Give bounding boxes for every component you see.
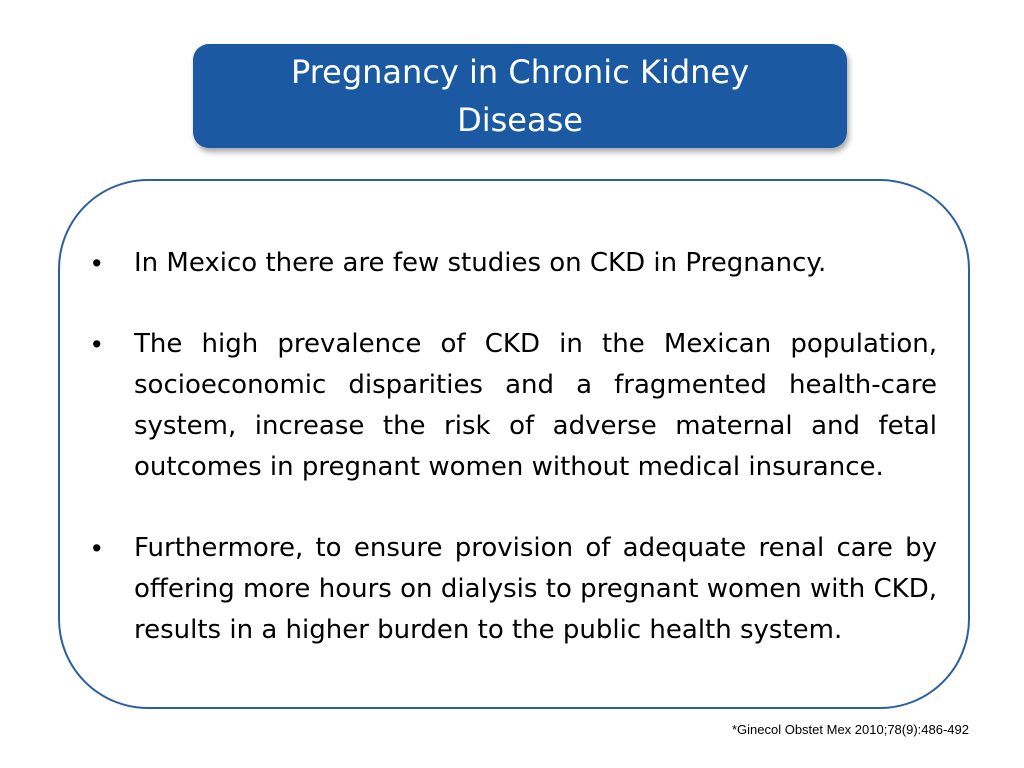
- bullet-text: In Mexico there are few studies on CKD in Pregnancy.: [134, 248, 827, 278]
- content-panel: [58, 179, 970, 709]
- bullet-text: The high prevalence of CKD in the Mexican population, socioeconomic disparities and a fragmented health-care system, increase the risk of adverse maternal and fetal outcomes in pregnant women without medical insurance.: [134, 329, 937, 482]
- bullet-dot-icon: •: [92, 248, 102, 278]
- bullet-item: [92, 243, 937, 284]
- bullet-list: [92, 243, 937, 651]
- bullet-dot-icon: •: [92, 533, 102, 563]
- slide-title: Pregnancy in Chronic Kidney Disease: [290, 53, 750, 139]
- title-banner: [193, 44, 847, 148]
- bullet-item: [92, 528, 937, 651]
- bullet-dot-icon: •: [92, 329, 102, 359]
- bullet-item: [92, 324, 937, 488]
- bullet-text: Furthermore, to ensure provision of adequate renal care by offering more hours on dialysis to pregnant women with CKD, results in a higher burden to the public health system.: [134, 533, 937, 645]
- citation: *Ginecol Obstet Mex 2010;78(9):486-492: [731, 722, 969, 737]
